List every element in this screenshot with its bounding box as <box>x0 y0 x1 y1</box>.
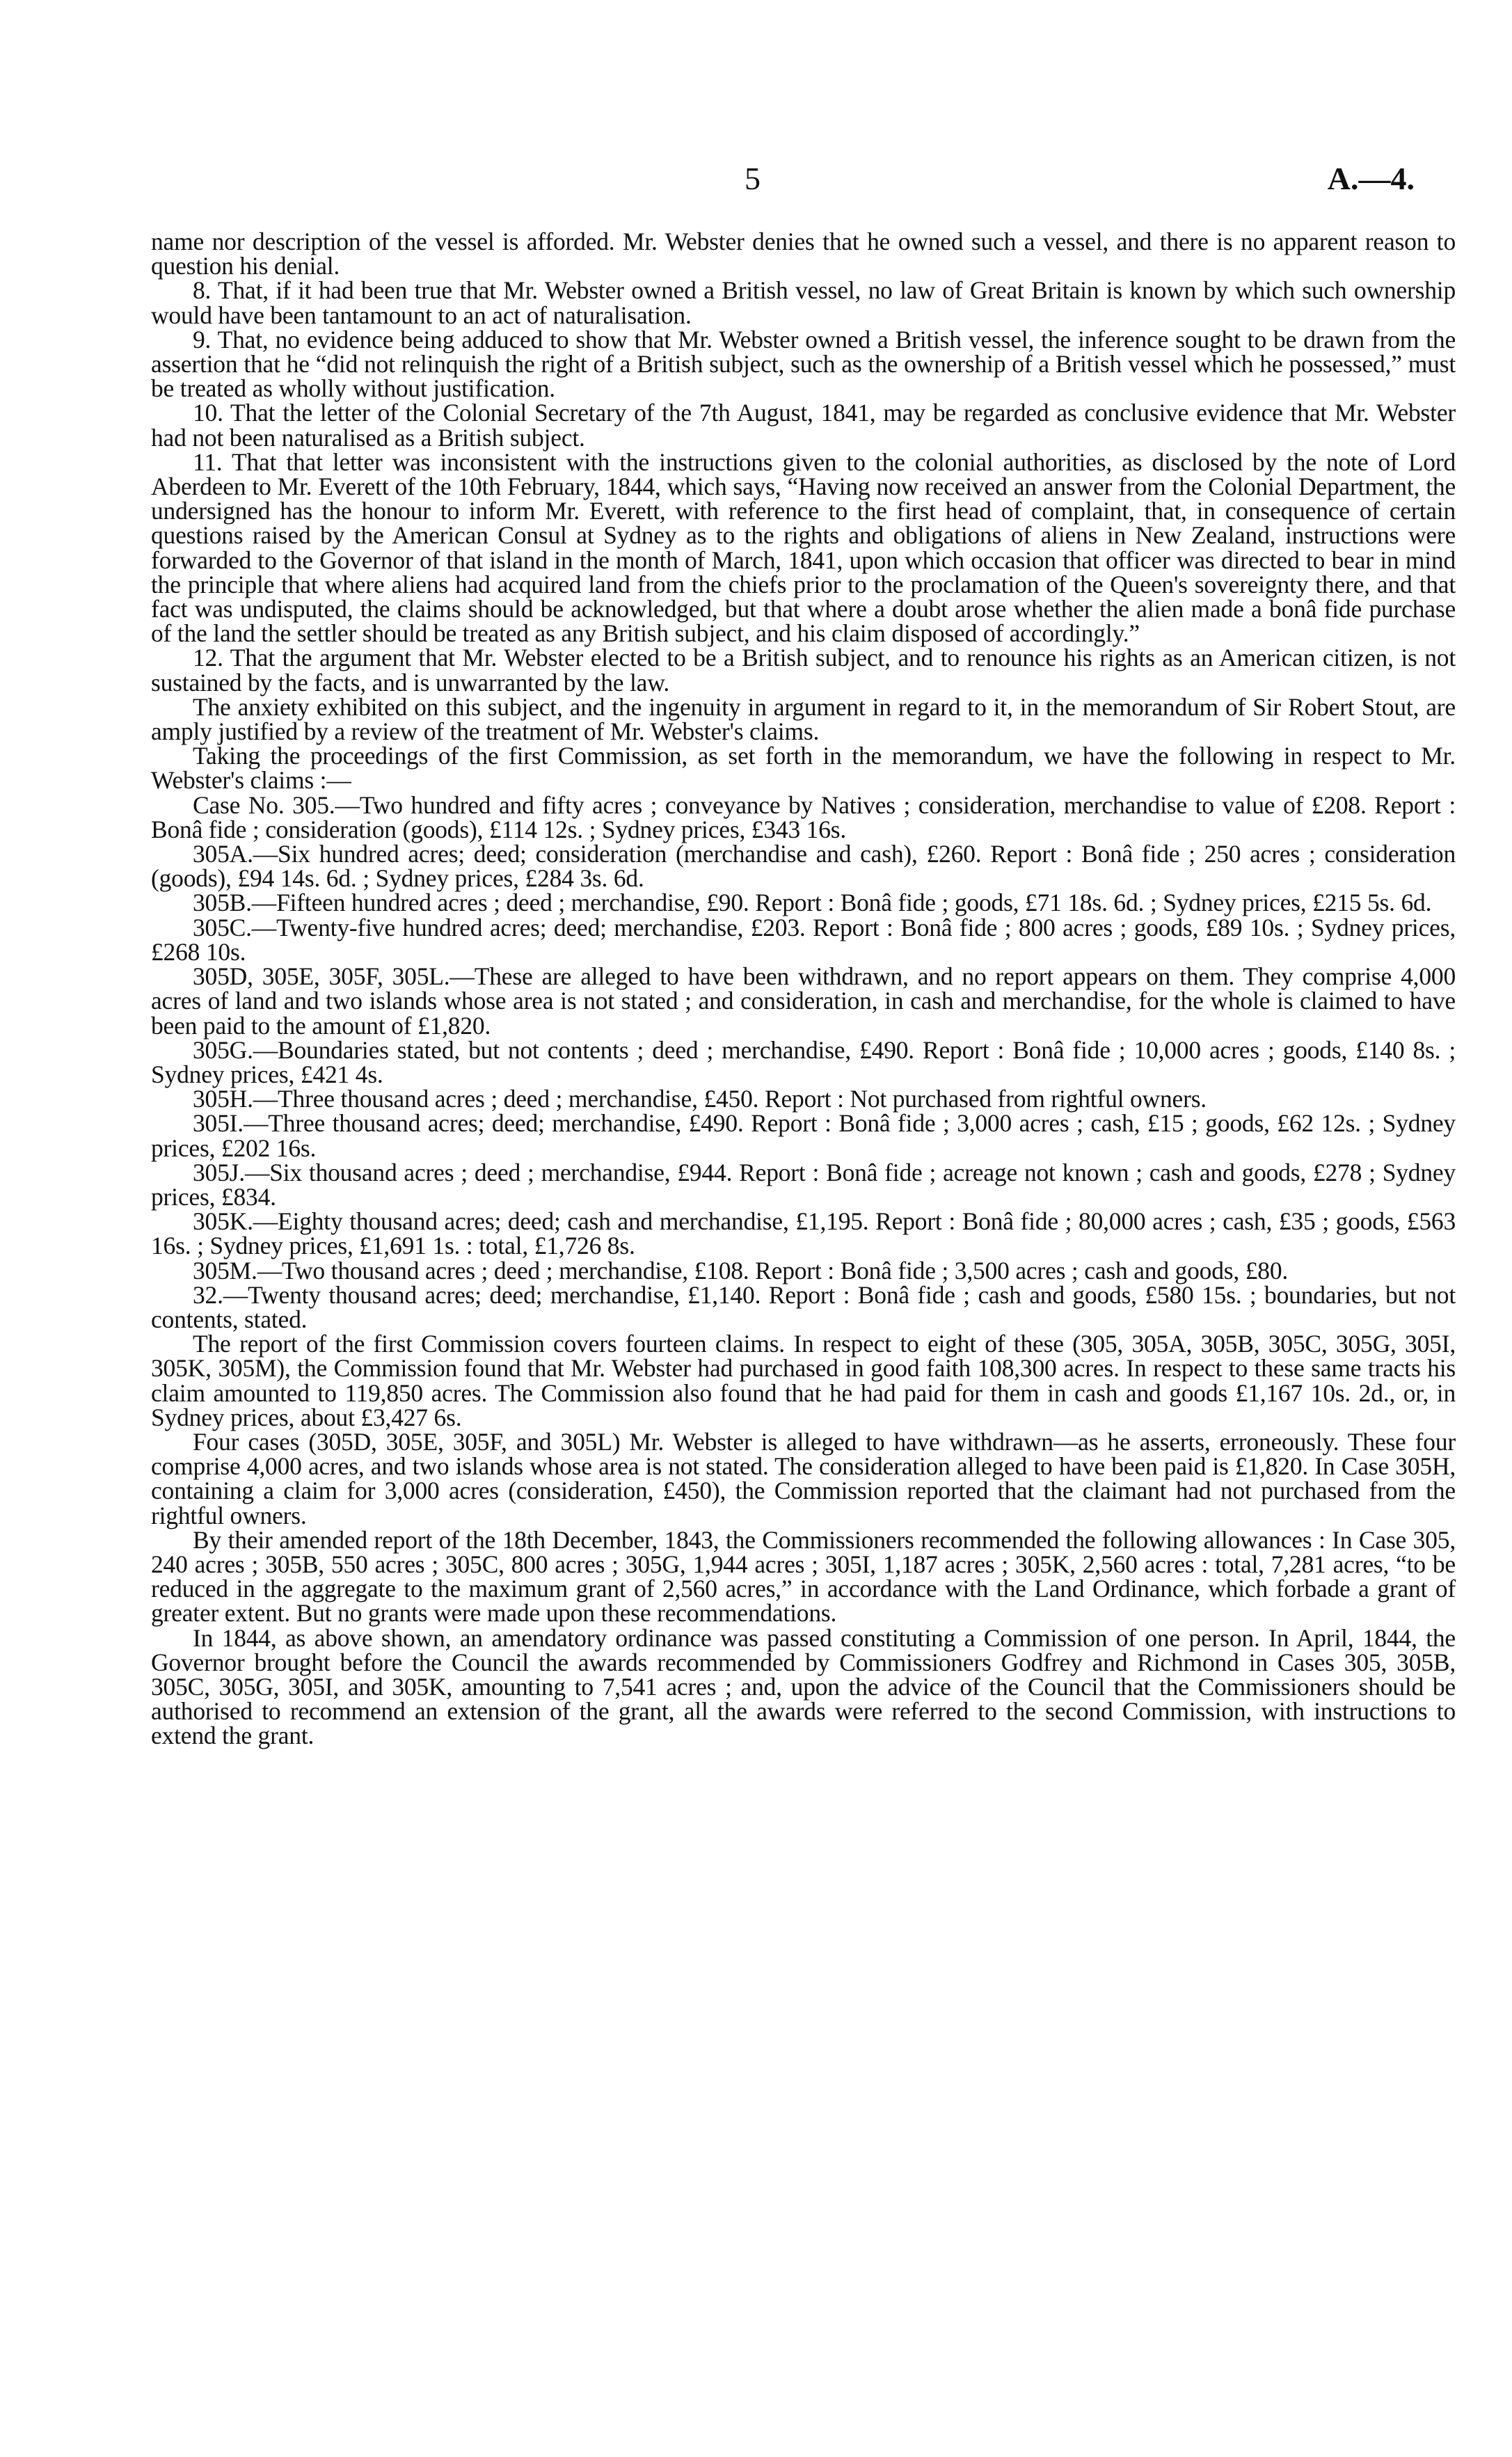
case-entry: 305I.—Three thousand acres; deed; merchandise, £490. Report : Bonâ fide ; 3,000 acres ; cash, £15 ; goods, £62 12s. ; Sydney prices, £202 16s. <box>151 1109 1456 1162</box>
case-entry: 305M.—Two thousand acres ; deed ; merchandise, £108. Report : Bonâ fide ; 3,500 acres ; cash and goods, £80. <box>193 1256 1289 1285</box>
case-entry: 305A.—Six hundred acres; deed; consideration (merchandise and cash), £260. Report : Bonâ fide ; 250 acres ; consideration (goods), £94 14s. 6d. ; Sydney prices, £284 3s. 6d. <box>151 840 1456 893</box>
paragraph: The anxiety exhibited on this subject, and the ingenuity in argument in regard to it, in the memorandum of Sir Robert Stout, are amply justified by a review of the treatment of Mr. Webster's claims. <box>151 692 1456 746</box>
paragraph: Taking the proceedings of the first Commission, as set forth in the memorandum, we have the following in respect to Mr. Webster's claims :— <box>151 742 1456 795</box>
paragraph: name nor description of the vessel is afforded. Mr. Webster denies that he owned such a vessel, and there is no apparent reason to question his denial. <box>151 228 1456 280</box>
paragraph: The report of the first Commission covers fourteen claims. In respect to eight of these (305, 305A, 305B, 305C, 305G, 305I, 305K, 305M), the Commission found that Mr. Webster had purchased in good faith 108,300 acres. In respect to these same tracts his claim amounted to 119,850 acres. The Commission also found that he had paid for them in cash and goods £1,167 10s. 2d., or, in Sydney prices, about £3,427 6s. <box>151 1330 1456 1431</box>
page-number: 5 <box>745 161 761 196</box>
case-entry: 305J.—Six thousand acres ; deed ; merchandise, £944. Report : Bonâ fide ; acreage not known ; cash and goods, £278 ; Sydney prices, £834. <box>151 1158 1456 1211</box>
case-entry: 305G.—Boundaries stated, but not contents ; deed ; merchandise, £490. Report : Bonâ fide ; 10,000 acres ; goods, £140 8s. ; Sydney prices, £421 4s. <box>151 1035 1456 1088</box>
case-entry: 305B.—Fifteen hundred acres ; deed ; merchandise, £90. Report : Bonâ fide ; goods, £71 18s. 6d. ; Sydney prices, £215 5s. 6d. <box>193 889 1432 917</box>
paragraph: By their amended report of the 18th December, 1843, the Commissioners recommended the following allowances : In Case 305, 240 acres ; 305B, 550 acres ; 305C, 800 acres ; 305G, 1,944 acres ; 305I, 1,187 acres ; 305K, 2,560 acres : total, 7,281 acres, “to be reduced in the aggregate to the maximum grant of 2,560 acres,” in accordance with the Land Ordinance, which forbade a grant of greater extent. But no grants were made upon these recommendations. <box>151 1525 1456 1628</box>
paragraph: Four cases (305D, 305E, 305F, and 305L) Mr. Webster is alleged to have withdrawn—as he asserts, erroneously. These four comprise 4,000 acres, and two islands whose area is not stated. The consideration alleged to have been paid is £1,820. In Case 305H, containing a claim for 3,000 acres (consideration, £450), the Commission reported that the claimant had not purchased from the rightful owners. <box>151 1427 1456 1529</box>
case-entry: 305H.—Three thousand acres ; deed ; merchandise, £450. Report : Not purchased from rightful owners. <box>193 1085 1207 1113</box>
case-entry: 305K.—Eighty thousand acres; deed; cash and merchandise, £1,195. Report : Bonâ fide ; 80,000 acres ; cash, £35 ; goods, £563 16s. ; Sydney prices, £1,691 1s. : total, £1,726 8s. <box>151 1207 1456 1260</box>
paragraph: 9. That, no evidence being adduced to show that Mr. Webster owned a British vessel, the inference sought to be drawn from the assertion that he “did not relinquish the right of a British subject, such as the ownership of a British vessel which he possessed,” must be treated as wholly without justification. <box>151 325 1456 403</box>
document-body <box>151 230 1456 1749</box>
case-entry: 305C.—Twenty-five hundred acres; deed; merchandise, £203. Report : Bonâ fide ; 800 acres ; goods, £89 10s. ; Sydney prices, £268 10s. <box>151 913 1456 966</box>
paragraph: 10. That the letter of the Colonial Secretary of the 7th August, 1841, may be regarded as conclusive evidence that Mr. Webster had not been naturalised as a British subject. <box>151 399 1456 452</box>
paragraph: In 1844, as above shown, an amendatory ordinance was passed constituting a Commission of one person. In April, 1844, the Governor brought before the Council the awards recommended by Commissioners Godfrey and Richmond in Cases 305, 305B, 305C, 305G, 305I, and 305K, amounting to 7,541 acres ; and, upon the advice of the Council that the Commissioners should be authorised to recommend an extension of the grant, all the awards were referred to the second Commission, with instructions to extend the grant. <box>151 1623 1456 1750</box>
page-header <box>0 160 1512 202</box>
case-entry: 305D, 305E, 305F, 305L.—These are alleged to have been withdrawn, and no report appears on them. They comprise 4,000 acres of land and two islands whose area is not stated ; and consideration, in cash and merchandise, for the whole is claimed to have been paid to the amount of £1,820. <box>151 962 1456 1040</box>
paragraph: 12. That the argument that Mr. Webster elected to be a British subject, and to renounce his rights as an American citizen, is not sustained by the facts, and is unwarranted by the law. <box>151 644 1456 697</box>
paragraph: 11. That that letter was inconsistent with the instructions given to the colonial authorities, as disclosed by the note of Lord Aberdeen to Mr. Everett of the 10th February, 1844, which says, “Having now received an answer from the Colonial Department, the undersigned has the honour to inform Mr. Everett, with reference to the first head of complaint, that, in consequence of certain questions raised by the American Consul at Sydney as to the rights and obligations of aliens in New Zealand, instructions were forwarded to the Governor of that island in the month of March, 1841, upon which occasion that officer was directed to bear in mind the principle that where aliens had acquired land from the chiefs prior to the proclamation of the Queen's sovereignty there, and that fact was undisputed, the claims should be acknowledged, but that where a doubt arose whether the alien made a bonâ fide purchase of the land the settler should be treated as any British subject, and his claim disposed of accordingly.” <box>151 447 1456 648</box>
case-entry: 32.—Twenty thousand acres; deed; merchandise, £1,140. Report : Bonâ fide ; cash and goods, £580 15s. ; boundaries, but not contents, stated. <box>151 1280 1456 1333</box>
document-reference: A.—4. <box>1327 161 1415 196</box>
paragraph: 8. That, if it had been true that Mr. Webster owned a British vessel, no law of Great Britain is known by which such ownership would have been tantamount to an act of naturalisation. <box>151 276 1456 329</box>
case-entry: Case No. 305.—Two hundred and fifty acres ; conveyance by Natives ; consideration, merchandise to value of £208. Report : Bonâ fide ; consideration (goods), £114 12s. ; Sydney prices, £343 16s. <box>151 790 1456 843</box>
